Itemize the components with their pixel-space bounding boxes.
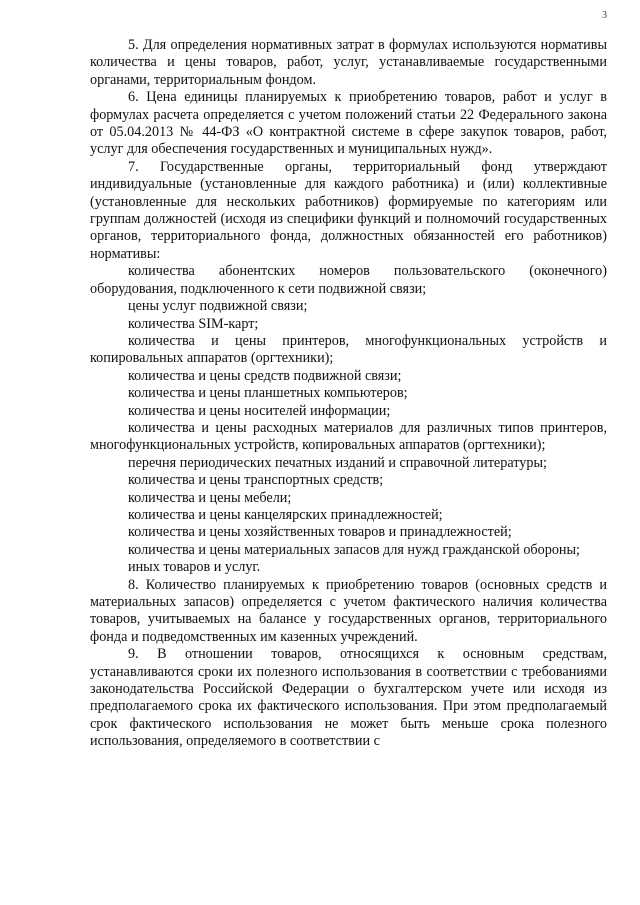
list-item: количества и цены транспортных средств;	[128, 472, 384, 489]
list-item: количества и цены расходных материалов для различных типов принтеров, многофункциональных устройств, копировальных аппаратов (оргтехники);	[90, 419, 607, 454]
list-item: количества и цены средств подвижной связи;	[128, 367, 402, 384]
list-item: количества и цены планшетных компьютеров;	[128, 385, 408, 402]
paragraph-7: 7. Государственные органы, территориальный фонд утверждают индивидуальные (установленные для каждого работника) и (или) коллективные (установленные для нескольких работников) формируемые по категориям или группам должностей (исходя из специфики функций и полномочий государственных органов, территориального фонда, должностных обязанностей его работников) нормативы:	[90, 158, 607, 262]
page-number: 3	[602, 10, 607, 21]
list-item: иных товаров и услуг.	[128, 559, 261, 576]
list-item: количества SIM-карт;	[128, 315, 259, 332]
list-item: перечня периодических печатных изданий и справочной литературы;	[128, 454, 547, 471]
list-item: количества и цены канцелярских принадлежностей;	[128, 506, 443, 523]
list-item: количества и цены материальных запасов для нужд гражданской обороны;	[128, 541, 580, 558]
list-item: количества и цены хозяйственных товаров и принадлежностей;	[128, 524, 512, 541]
list-item: количества абонентских номеров пользовательского (оконечного) оборудования, подключенного к сети подвижной связи;	[90, 263, 607, 297]
list-item: количества и цены носителей информации;	[128, 402, 391, 419]
paragraph-8: 8. Количество планируемых к приобретению товаров (основных средств и материальных запасов) определяется с учетом фактического наличия количества товаров, учитываемых на балансе у государственных органов, территориального фонда и подведомственных им казенных учреждений.	[90, 576, 607, 645]
document-body	[90, 37, 607, 751]
paragraph-9: 9. В отношении товаров, относящихся к основным средствам, устанавливаются сроки их полезного использования в соответствии с требованиями законодательства Российской Федерации о бухгалтерском учете или исходя из предполагаемого срока их фактического использования. При этом предполагаемый срок фактического использования не может быть меньше срока полезного использования, определяемого в соответствии с	[90, 646, 607, 750]
list-item: количества и цены мебели;	[128, 489, 292, 506]
list-item: цены услуг подвижной связи;	[128, 298, 308, 315]
paragraph-6: 6. Цена единицы планируемых к приобретению товаров, работ и услуг в формулах расчета определяется с учетом положений статьи 22 Федерального закона от 05.04.2013 № 44-ФЗ «О контрактной системе в сфере закупок товаров, работ, услуг для обеспечения государственных и муниципальных нужд».	[90, 89, 607, 158]
list-item: количества и цены принтеров, многофункциональных устройств и копировальных аппаратов (оргтехники);	[90, 332, 607, 367]
paragraph-5: 5. Для определения нормативных затрат в формулах используются нормативы количества и цены товаров, работ, услуг, устанавливаемые государственными органами, территориальным фондом.	[90, 37, 607, 88]
